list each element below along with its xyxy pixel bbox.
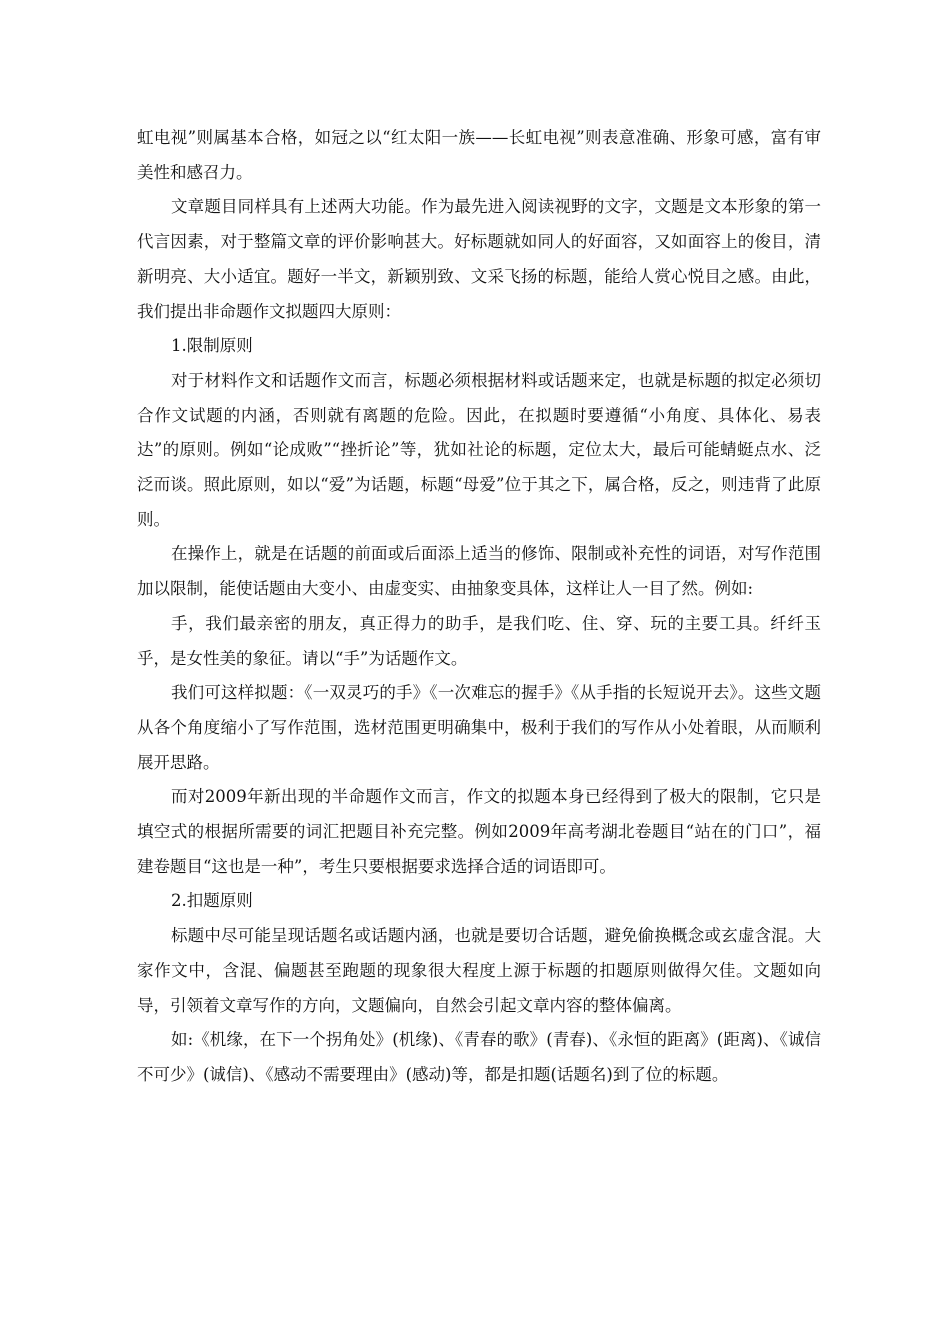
paragraph-4: 在操作上，就是在话题的前面或后面添上适当的修饰、限制或补充性的词语，对写作范围加以限制，能使话题由大变小、由虚变实、由抽象变具体，这样让人一目了然。例如: [137,544,821,599]
paragraph-3: 对于材料作文和话题作文而言，标题必须根据材料或话题来定，也就是标题的拟定必须切合作文试题的内涵，否则就有离题的危险。因此，在拟题时要遵循“小角度、具体化、易表达”的原则。例如“论成败”“挫折论”等，犹如社论的标题，定位太大，最后可能蜻蜓点水、泛泛而谈。照此原则，如以“爱”为话题，标题“母爱”位于其之下，属合格，反之，则违背了此原则。 [137,370,821,529]
paragraph-6: 我们可这样拟题：《一双灵巧的手》《一次难忘的握手》《从手指的长短说开去》。这些文题从各个角度缩小了写作范围，选材范围更明确集中，极利于我们的写作从小处着眼，从而顺利展开思路。 [137,683,821,772]
paragraph-5: 手，我们最亲密的朋友，真正得力的助手，是我们吃、住、穿、玩的主要工具。纤纤玉乎，是女性美的象征。请以“手”为话题作文。 [137,613,821,668]
paragraph-8: 标题中尽可能呈现话题名或话题内涵，也就是要切合话题，避免偷换概念或玄虚含混。大家作文中，含混、偏题甚至跑题的现象很大程度上源于标题的扣题原则做得欠佳。文题如向导，引领着文章写作的方向，文题偏向，自然会引起文章内容的整体偏离。 [137,926,821,1015]
paragraph-2: 文章题目同样具有上述两大功能。作为最先进入阅读视野的文字，文题是文本形象的第一代言因素，对于整篇文章的评价影响甚大。好标题就如同人的好面容，又如面容上的俊目，清新明亮、大小适宜。题好一半文，新颖别致、文采飞扬的标题，能给人赏心悦目之感。由此，我们提出非命题作文拟题四大原则： [137,197,821,321]
paragraph-1: 虹电视”则属基本合格，如冠之以“红太阳一族——长虹电视”则表意准确、形象可感，富有审美性和感召力。 [137,128,821,182]
paragraph-7: 而对2009年新出现的半命题作文而言，作文的拟题本身已经得到了极大的限制，它只是填空式的根据所需要的词汇把题目补充完整。例如2009年高考湖北卷题目“站在的门口”，福建卷题目“这也是一种”，考生只要根据要求选择合适的词语即可。 [137,787,821,876]
section-heading-relevance: 2.扣题原则 [171,891,253,911]
paragraph-9: 如:《机缘，在下一个拐角处》(机缘)、《青春的歌》(青春)、《永恒的距离》(距离)、《诚信不可少》(诚信)、《感动不需要理由》(感动)等，都是扣题(话题名)到了位的标题。 [137,1030,821,1084]
section-heading-restriction: 1.限制原则 [171,336,253,356]
document-body [137,121,821,1093]
